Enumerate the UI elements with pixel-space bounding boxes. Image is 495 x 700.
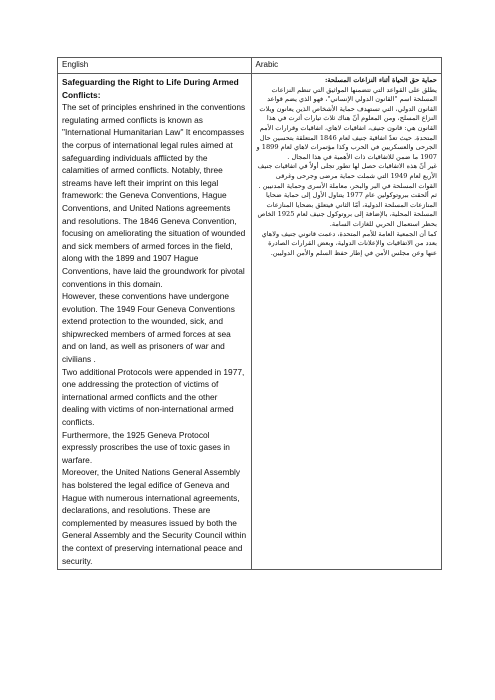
arabic-cell (251, 74, 442, 570)
arabic-title: حماية حق الحياة أثناء النزاعات المسلحة: (324, 76, 437, 84)
table-header-row (58, 58, 442, 74)
arabic-paragraph: ثم ألحقت ببروتوكولين عام 1977 يتناول الأول إلى حماية ضحايا المنازعات المسلحة الدولية، أمّا الثاني فيتعلق بضحايا المنازعات المسلحة المحلية، بالإضافة إلى بروتوكول جنيف لعام 1925 الخاص بحظر استعمال الحربي للغازات السامة. (257, 191, 437, 228)
english-paragraph: Moreover, the United Nations General Assembly has bolstered the legal edifice of Geneva and Hague with numerous international agreements, declarations, and resolutions. These are complemented by measures issued by both the General Assembly and the Security Council within the context of preserving international peace and security. (62, 467, 247, 566)
header-arabic: Arabic (251, 58, 442, 74)
english-paragraph: The set of principles enshrined in the conventions regulating armed conflicts is known as "International Humanitarian Law" It encompasses the corpus of international legal rules aimed at safeguarding individuals afflicted by the calamities of armed conflicts. Notably, three streams have left their imprint on this legal framework: the Geneva Conventions, Hague Conventions, and United Nations agreements and resolutions. The 1846 Geneva Convention, focusing on ameliorating the situation of wounded and sick members of armed forces in the field, along with the 1899 and 1907 Hague Conventions, have laid the groundwork for pivotal conventions in this domain. (62, 102, 246, 289)
english-title: Safeguarding the Right to Life During Armed Conflicts: (62, 77, 239, 100)
table-content-row (58, 74, 442, 570)
arabic-paragraph: غير أنّ هذه الاتفاقيات حصل لها تطور تجلى أولاً في اتفاقيات جنيف الأربع لعام 1949 التي شملت حماية مرضى وجرحى وغرقى القوات المسلحة في البر والبحر، معاملة الأسرى وحماية المدنيين . (257, 162, 437, 190)
english-cell (58, 74, 252, 570)
translation-table (57, 57, 442, 570)
arabic-paragraph: كما أن الجمعية العامة للأمم المتحدة، دعمت قانوني جنيف ولاهاي بعدد من الاتفاقيات والإعلانات الدولية، وبعض القرارات الصادرة عنها وعن مجلس الأمن في إطار حفظ السلم والأمن الدوليين. (261, 229, 437, 257)
header-english: English (58, 58, 252, 74)
english-paragraph: However, these conventions have undergone evolution. The 1949 Four Geneva Conventions extend protection to the wounded, sick, and shipwrecked members of armed forces at sea and on land, as well as prisoners of war and civilians . (62, 291, 235, 365)
arabic-paragraph: يطلق على القواعد التي تتضمنها المواثيق التي تنظم النزاعات المسلحة اسم "القانون الدولي الإنساني"، فهو الذي يضم قواعد القانون الدولي، التي تستهدف حماية الأشخاص الذين يعانون ويلات النزاع المسلح، ومن المعلوم أنّ هناك ثلاث تيارات أثرت في هذا القانون هي: قانون جنيف، اتفاقيات لاهاي، اتفاقيات وقرارات الأمم المتحدة. حيث تعدّ اتفاقية جنيف لعام 1846 المتعلقة بتحسين حال الجرحى والعسكريين في الحرب وكذا مؤتمرات لاهاي لعام 1899 و 1907 ما ضمن للاتفاقيات ذات الأهمية في هذا المجال . (256, 85, 437, 161)
english-paragraph: Two additional Protocols were appended in 1977, one addressing the protection of victims of international armed conflicts and the other dealing with victims of non-international armed conflicts. (62, 366, 245, 428)
english-paragraph: Furthermore, the 1925 Geneva Protocol expressly proscribes the use of toxic gases in warfare. (62, 429, 230, 465)
